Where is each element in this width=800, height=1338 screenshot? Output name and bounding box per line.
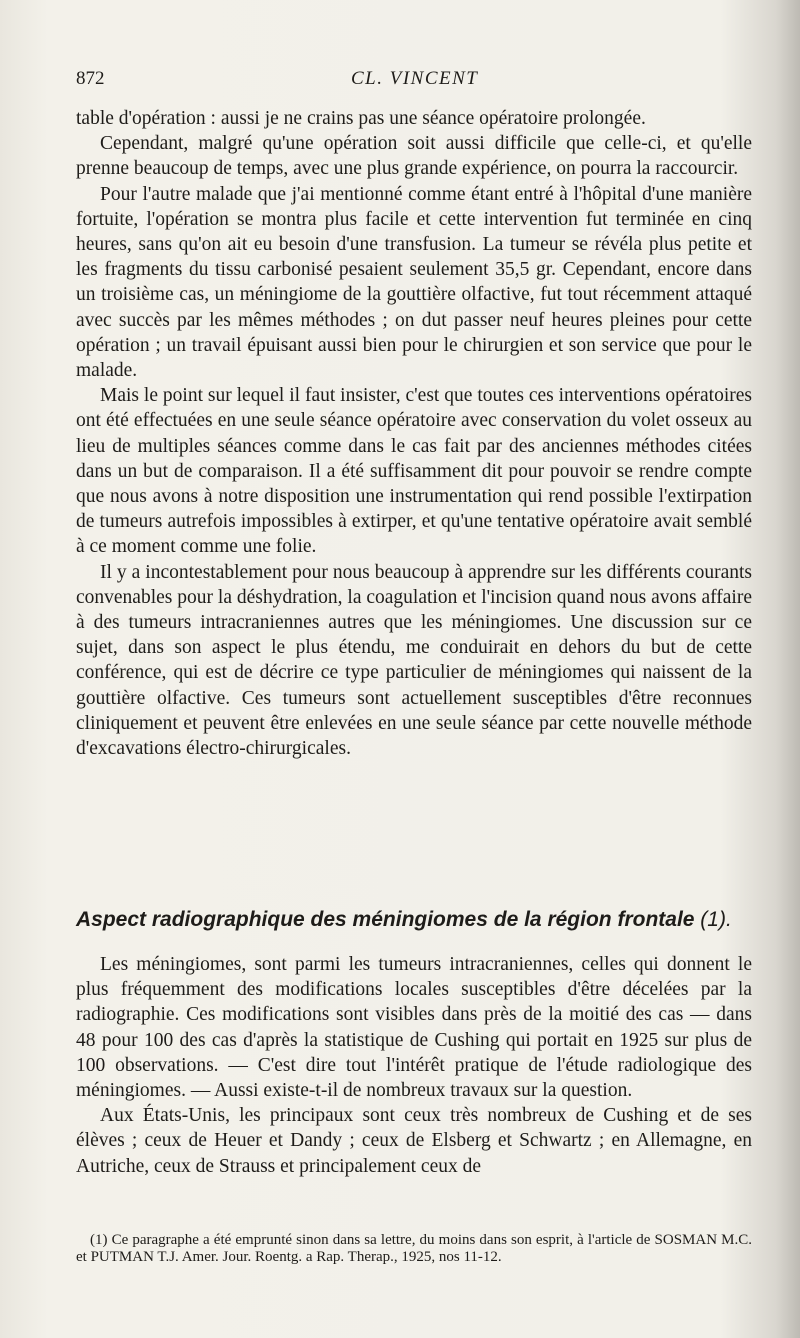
footnote-text: (1) Ce paragraphe a été emprunté sinon dans sa lettre, du moins dans son esprit, à l'article de SOSMAN M.C. et PUTMAN T.J. Amer. Jour. Roentg. a Rap. Therap., 1925, nos 11-12.	[76, 1232, 752, 1265]
section-heading	[76, 908, 756, 932]
page-number: 872	[76, 68, 105, 89]
paragraph-4: Mais le point sur lequel il faut insister, c'est que toutes ces interventions opératoires ont été effectuées en une seule séance opératoire avec conservation du volet osseux au lieu de multiples séances comme dans le cas fait par des anciennes méthodes citées dans un but de comparaison. Il a été suffisamment dit pour pouvoir se rendre compte que nous avons à notre disposition une instrumentation qui rend possible l'extirpation de tumeurs autrefois impossibles à extirper, et qu'une tentative opératoire avait semblé à ce moment comme une folie.	[76, 385, 752, 558]
section-body	[76, 952, 752, 1179]
paragraph-3: Pour l'autre malade que j'ai mentionné comme étant entré à l'hôpital d'une manière fortuite, l'opération se montra plus facile et cette intervention fut terminée en cinq heures, sans qu'on ait eu besoin d'une transfusion. La tumeur se révéla plus petite et les fragments du tissu carbonisé pesaient seulement 35,5 gr. Cependant, encore dans un troisième cas, un méningiome de la gouttière olfactive, fut tout récemment attaqué avec succès par les mêmes méthodes ; on dut passer neuf heures pleines pour cette opération ; un travail épuisant aussi bien pour le chirurgien et son service que pour le malade.	[76, 183, 752, 382]
section-paragraph-1: Les méningiomes, sont parmi les tumeurs intracraniennes, celles qui donnent le plus fréquemment des modifications locales susceptibles d'être décelées par la radiographie. Ces modifications sont visibles dans près de la moitié des cas — dans 48 pour 100 des cas d'après la statistique de Cushing qui portait en 1925 sur plus de 100 observations. — C'est dire tout l'intérêt pratique de l'étude radiologique des méningiomes. — Aussi existe-t-il de nombreux travaux sur la question.	[76, 954, 752, 1102]
footnote-reference: (1).	[694, 908, 732, 931]
section-paragraph-2: Aux États-Unis, les principaux sont ceux très nombreux de Cushing et de ses élèves ; ceux de Heuer et Dandy ; ceux de Elsberg et Schwartz ; en Allemagne, en Autriche, ceux de Strauss et principalement ceux de	[76, 1105, 752, 1177]
paragraph-2: Cependant, malgré qu'une opération soit aussi difficile que celle-ci, et qu'elle prenne beaucoup de temps, avec une plus grande expérience, on pourra la raccourcir.	[76, 133, 752, 180]
running-head: CL. VINCENT	[351, 68, 479, 89]
paragraph-5: Il y a incontestablement pour nous beaucoup à apprendre sur les différents courants convenables pour la déshydration, la coagulation et l'incision quand nous avons affaire à des tumeurs intracraniennes autres que les méningiomes. Une discussion sur ce sujet, dans son aspect le plus étendu, me conduirait en dehors du but de cette conférence, qui est de décrire ce type particulier de méningiomes qui naissent de la gouttière olfactive. Ces tumeurs sont actuellement susceptibles d'être reconnues cliniquement et peuvent être enlevées en une seule séance par cette nouvelle méthode d'excavations électro-chirurgicales.	[76, 561, 752, 760]
body-text	[76, 106, 752, 761]
page-header	[76, 68, 756, 98]
footnote	[76, 1232, 752, 1266]
section-heading-text: Aspect radiographique des méningiomes de la région frontale	[76, 908, 695, 931]
paragraph-1: table d'opération : aussi je ne crains pas une séance opératoire prolongée.	[76, 108, 646, 129]
